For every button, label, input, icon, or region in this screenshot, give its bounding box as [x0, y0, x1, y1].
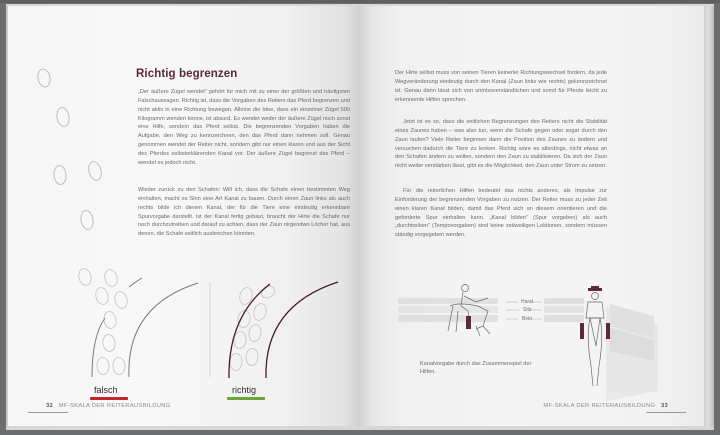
aid-label-hand: Hand [521, 299, 533, 305]
body-paragraph: „Der äußere Zügel wendet“ gehört für mich mit zu einer der größten und häufigsten Falschaussagen. Richtig ist, dass die Vorgaben des Reiters das Pferd begrenzen und nicht aktiv in eine Richtung bewegen. Alleine die Idee, dass ein einzelner Zügel 500 Kilogramm wenden könne, ist absurd. Es wendet weder der äußere Zügel noch sonst eine Hilfe, sondern das Pferd selbst. Die begrenzenden Vorgaben haben die Aufgabe, den Weg zu kennzeichnen, den das Pferd dann nehmen soll. Genau genommen wendet der Reiter nicht, sondern gibt nur einen klaren und aus der Sicht des Pferdes selbsterklärenden Kanal vor. Der äußere Zügel begrenzt das Pferd – wendet es jedoch nicht. [138, 89, 350, 166]
body-paragraph: Für die reiterlichen Hilfen bedeutet das nichts anderes, als Impulse zur Einforderung der begrenzenden Vorgaben zu nutzen. Der Reiter muss zu jeder Zeit einen klaren Kanal bilden, damit das Pferd sich an diesem orientieren und die geforderte Spur einhalten kann. „Kanal bilden“ (Spur vorgeben) als auch „durchtreiben“ (Tempovorgaben) sind keine zeitweiligen Lektionen, sondern müssen ständig vorgegeben werden. [395, 188, 607, 239]
aid-label-seat: Sitz [523, 307, 532, 313]
channel-diagram [8, 6, 358, 426]
rider-boot-icon [580, 323, 584, 339]
page-edge-right [704, 6, 714, 428]
wrong-indicator-bar [90, 397, 128, 400]
rider-boot-icon [466, 316, 471, 329]
right-indicator-bar [227, 397, 265, 400]
body-paragraph: Der Hirte selbst muss von seinen Tieren keinerlei Richtungswechsel fordern, da jede Wegveränderung eindeutig durch den Kanal (Zaun links wie rechts) gekennzeichnet ist. Genau dann lässt sich von unmissverständlichen und somit für Pferde leicht zu erkennende Hilfen sprechen. [395, 70, 607, 103]
body-paragraph: Jetzt ist es so, dass die seitlichen Begrenzungen des Reiters nicht die Stabilität eines Zaunes haben – was also tun, wenn die Schafe gegen oder sogar durch den Zaun laufen? Viele Reiter beginnen dann die Position des Zaunes zu ändern und versuchen dadurch die Tiere zu lenken. Richtig wäre es allerdings, nicht etwas an den Schafen ändern zu wollen, sondern den Zaun zu stabilisieren. Da sich der Zaun nicht weiter verstärken lässt, gibt es die Möglichkeit, den Zaun unter Strom zu setzen. [395, 119, 607, 170]
label-right: richtig [232, 385, 257, 395]
page-footer-right [543, 403, 668, 409]
figure-caption: Kanalvorgabe durch das Zusammenspiel der Hilfen. [420, 361, 532, 375]
front-rider-icon [586, 293, 604, 387]
running-footer: MF-SKALA DER REITERAUSBILDUNG [543, 403, 656, 409]
page-footer-left [46, 403, 171, 409]
section-heading: Richtig begrenzen [136, 68, 238, 80]
page-number: 33 [660, 403, 668, 409]
right-page [358, 6, 704, 426]
running-footer: MF-SKALA DER REITERAUSBILDUNG [58, 403, 171, 409]
footer-rule [646, 412, 686, 413]
left-page [8, 6, 358, 426]
footer-rule [28, 412, 68, 413]
body-paragraph: Wieder zurück zu den Schafen: Will ich, dass die Schafe einen bestimmten Weg einhalten, macht es Sinn eine Art Kanal zu bauen. Durch einen Zaun links als auch rechts bilde ich diesen Kanal, der für die Tiere eine eindeutig erkennbare Spurvorgabe darstellt. Ist der Kanal fertig gebaut, braucht der Hirte die Schafe nur noch durchzutreiben und darauf zu achten, dass der Zaun nirgendwo Löcher hat, aus denen, die Schafe seitlich ausbrechen könnten. [138, 187, 350, 238]
label-wrong: falsch [94, 385, 118, 395]
aid-label-leg: Bein [522, 316, 533, 322]
open-book-spread [6, 4, 714, 430]
page-number: 32 [46, 403, 54, 409]
